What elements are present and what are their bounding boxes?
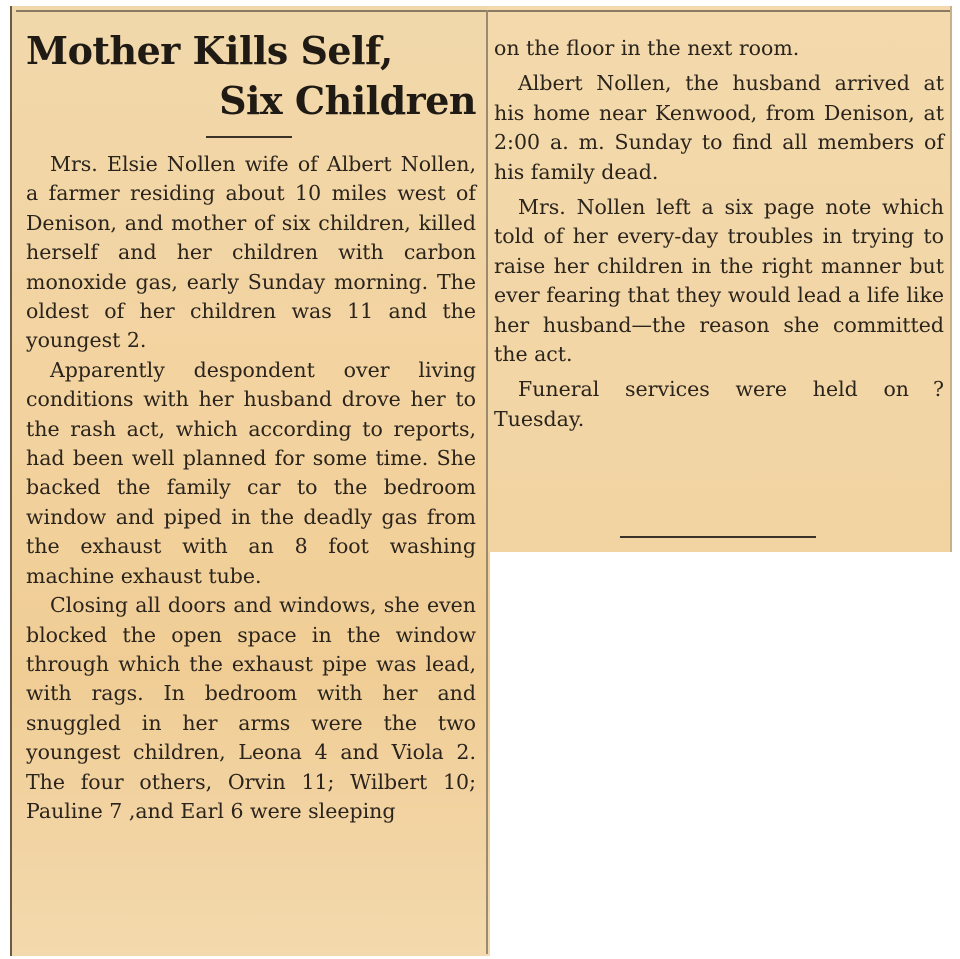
- right-edge-rule: [950, 6, 952, 552]
- paragraph-2: Apparently despondent over living conditions with her husband drove her to the rash act, which according to reports, had been well planned for some time. She backed the family car to the bedroom window and piped in the deadly gas from the exhaust with an 8 foot washing machine exhaust tube.: [26, 357, 476, 588]
- paragraph-5: Mrs. Nollen left a six page note which told of her every-day troubles in trying to raise her children in the right manner but ever fearing that they would lead a life like her husband—the reason she committed the act.: [494, 195, 944, 367]
- paragraph-4: Albert Nollen, the husband arrived at his home near Kenwood, from Denison, at 2:00 a. m. Sunday to find all members of his family dead.: [494, 71, 944, 184]
- top-border-rule: [16, 10, 952, 12]
- end-mark: ?: [933, 377, 944, 402]
- headline-line-1: Mother Kills Self,: [26, 28, 393, 73]
- end-divider: [620, 536, 816, 538]
- column-divider-rule: [486, 10, 488, 954]
- paragraph-1: Mrs. Elsie Nollen wife of Albert Nollen, a farmer residing about 10 miles west of Denison, and mother of six children, killed herself and her children with carbon monoxide gas, early Sunday morning. The oldest of her children was 11 and the youngest 2.: [26, 152, 476, 353]
- final-paragraph-text: Funeral services were held on Tuesday.: [494, 377, 909, 431]
- headline-line-2: Six Children: [219, 78, 476, 123]
- headline: [26, 26, 478, 126]
- left-column-text: [26, 150, 476, 826]
- headline-divider: [206, 136, 292, 138]
- right-column-text: [494, 34, 944, 434]
- paragraph-6: [494, 375, 944, 434]
- continuation-line: on the floor in the next room.: [494, 36, 800, 60]
- paragraph-3: Closing all doors and windows, she even blocked the open space in the window through which the exhaust pipe was lead, with rags. In bedroom with her and snuggled in her arms were the two youngest children, Leona 4 and Viola 2. The four others, Orvin 11; Wilbert 10; Pauline 7 ,and Earl 6 were sleeping: [26, 593, 476, 823]
